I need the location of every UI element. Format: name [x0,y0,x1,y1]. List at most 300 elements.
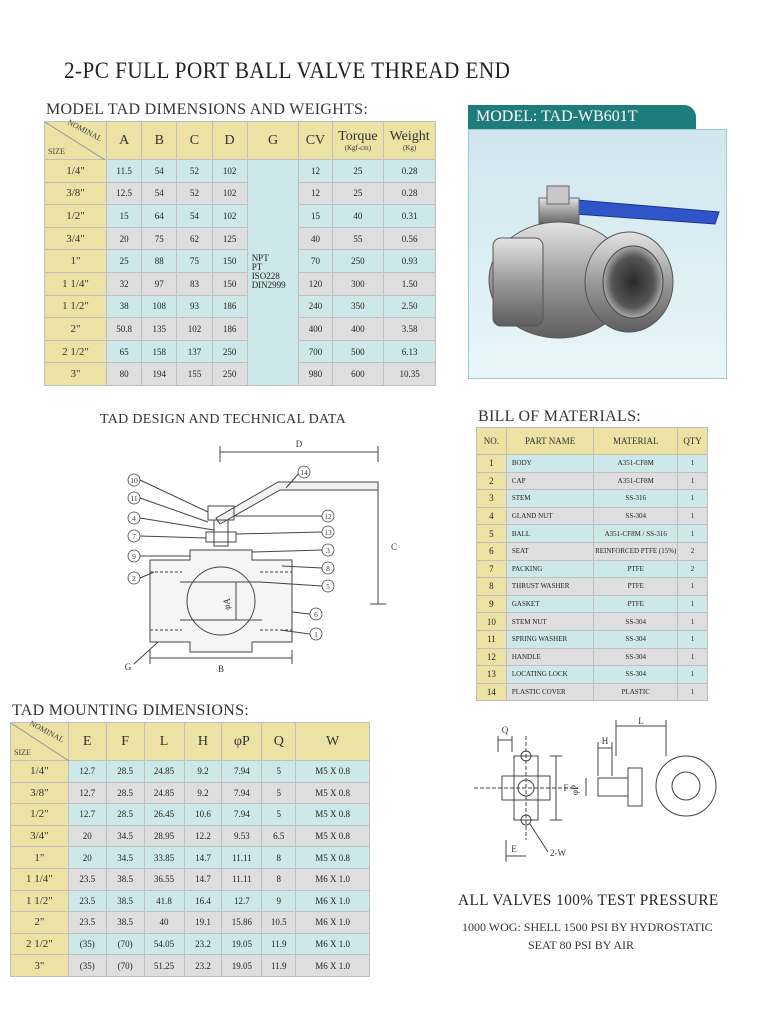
bom-material-cell: SS-316 [594,490,678,508]
col-header-torque [332,122,384,160]
bom-col-qty: QTY [678,428,708,455]
cell-weight: 1.50 [384,272,436,295]
table-row [11,782,370,804]
cell-f: 38.5 [106,868,144,890]
cell-b: 135 [142,318,177,341]
bom-qty-cell: 1 [678,490,708,508]
label-c: C [390,542,398,552]
mount-nominal-size-header [11,718,69,761]
cell-b: 88 [142,250,177,273]
cell-b: 54 [142,182,177,205]
bom-material-cell: PTFE [594,578,678,596]
col-header-cv: CV [299,122,332,160]
valve-illustration [469,130,726,378]
cell-e: 23.5 [68,912,106,934]
cell-c: 93 [177,295,212,318]
bom-qty-cell: 1 [678,595,708,613]
mount-col-w: W [296,723,370,761]
cell-torque: 600 [332,363,384,386]
bom-col-part: PART NAME [506,428,594,455]
cell-cv: 12 [299,182,332,205]
cell-a: 15 [107,205,142,228]
mount-label-p: φP [570,784,580,796]
table-row [11,868,370,890]
col-header-d: D [212,122,247,160]
cell-weight: 10.35 [384,363,436,386]
cell-cv: 120 [299,272,332,295]
torque-label: Torque [338,129,378,144]
cell-p: 7.94 [222,804,262,826]
cell-q: 9 [262,890,296,912]
table-row [11,890,370,912]
cell-torque: 300 [332,272,384,295]
table-row [45,340,436,363]
bom-part-cell: HANDLE [506,648,594,666]
size-cell: 2 1/2" [45,340,107,363]
mount-col-f: F [106,723,144,761]
size-cell: 3" [11,955,69,977]
cell-l: 51.25 [144,955,184,977]
table-row [45,205,436,228]
cell-p: 11.11 [222,847,262,869]
cell-h: 9.2 [184,761,222,783]
callout-9: 9 [132,552,136,561]
bom-qty-cell: 1 [678,666,708,684]
cell-a: 12.5 [107,182,142,205]
bom-material-cell: A351-CF8M / SS-316 [594,525,678,543]
cell-weight: 0.28 [384,160,436,183]
cell-torque: 25 [332,160,384,183]
table-row [477,542,708,560]
cell-p: 11.11 [222,868,262,890]
cell-a: 38 [107,295,142,318]
mount-label-e: E [511,844,517,854]
cell-p: 19.05 [222,955,262,977]
nominal-label: NOMINAL [28,718,66,745]
cell-p: 19.05 [222,933,262,955]
bom-qty-cell: 1 [678,648,708,666]
callout-8: 8 [326,564,330,573]
cell-c: 102 [177,318,212,341]
table-row [45,295,436,318]
nominal-label: NOMINAL [66,117,104,144]
cell-a: 80 [107,363,142,386]
cell-p: 15.86 [222,912,262,934]
size-cell: 1 1/4" [11,868,69,890]
cell-q: 10.5 [262,912,296,934]
cell-b: 108 [142,295,177,318]
size-cell: 1 1/4" [45,272,107,295]
cell-c: 75 [177,250,212,273]
bom-part-cell: STEM [506,490,594,508]
mount-label-w: 2-W [550,848,566,858]
table-row [477,666,708,684]
weight-label: Weight [389,129,430,144]
bom-qty-cell: 1 [678,613,708,631]
table-row [477,490,708,508]
cell-cv: 240 [299,295,332,318]
cell-p: 7.94 [222,782,262,804]
cell-b: 64 [142,205,177,228]
cell-l: 26.45 [144,804,184,826]
size-cell: 1 1/2" [45,295,107,318]
cell-e: 12.7 [68,782,106,804]
cell-torque: 40 [332,205,384,228]
size-cell: 1 1/2" [11,890,69,912]
thread-standard: DIN2999 [251,280,286,291]
mount-col-h: H [184,723,222,761]
cell-q: 5 [262,761,296,783]
bom-no-cell: 8 [477,578,507,596]
table-row [45,227,436,250]
cell-weight: 0.93 [384,250,436,273]
cell-w: M6 X 1.0 [296,890,370,912]
mount-col-q: Q [262,723,296,761]
bom-no-cell: 12 [477,648,507,666]
bom-col-no: NO. [477,428,507,455]
cell-torque: 25 [332,182,384,205]
model-label: MODEL: TAD-WB601T [468,105,696,129]
cell-h: 14.7 [184,868,222,890]
cell-a: 20 [107,227,142,250]
cell-c: 155 [177,363,212,386]
size-label: SIZE [14,748,31,757]
table-row [11,912,370,934]
table-row [477,455,708,473]
table-row [45,160,436,183]
thread-type-cell [247,160,299,386]
bom-material-cell: A351-CF8M [594,472,678,490]
cell-c: 137 [177,340,212,363]
table-row [11,761,370,783]
cell-torque: 400 [332,318,384,341]
cell-d: 186 [212,318,247,341]
cell-cv: 70 [299,250,332,273]
bom-qty-cell: 1 [678,578,708,596]
col-header-g: G [247,122,299,160]
cell-cv: 400 [299,318,332,341]
mount-label-h: H [601,736,609,746]
size-cell: 3" [45,363,107,386]
cell-w: M5 X 0.8 [296,847,370,869]
nominal-size-header [45,117,107,160]
mounting-drawing [466,716,726,866]
table-row [45,363,436,386]
mounting-heading: TAD MOUNTING DIMENSIONS: [12,702,250,719]
col-header-b: B [142,122,177,160]
cell-weight: 0.28 [384,182,436,205]
mounting-table [10,718,370,977]
bom-part-cell: PACKING [506,560,594,578]
cell-torque: 350 [332,295,384,318]
page-title: 2-PC FULL PORT BALL VALVE THREAD END [64,58,511,83]
cell-q: 8 [262,847,296,869]
cell-d: 150 [212,250,247,273]
callout-3: 3 [326,546,330,555]
cell-q: 11.9 [262,933,296,955]
bom-no-cell: 7 [477,560,507,578]
dimensions-heading: MODEL TAD DIMENSIONS AND WEIGHTS: [46,101,369,118]
cell-f: 34.5 [106,847,144,869]
bom-qty-cell: 1 [678,472,708,490]
cell-l: 24.85 [144,782,184,804]
cell-e: 23.5 [68,890,106,912]
test-pressure-line-1: 1000 WOG: SHELL 1500 PSI BY HYDROSTATIC [462,920,713,934]
cell-c: 62 [177,227,212,250]
cell-q: 5 [262,804,296,826]
size-cell: 1/2" [11,804,69,826]
cell-d: 125 [212,227,247,250]
bom-part-cell: GLAND NUT [506,507,594,525]
bom-material-cell: PLASTIC [594,683,678,701]
cell-w: M6 X 1.0 [296,912,370,934]
size-label: SIZE [48,147,65,156]
cell-c: 83 [177,272,212,295]
table-row [477,683,708,701]
cell-e: 12.7 [68,761,106,783]
cell-torque: 500 [332,340,384,363]
cell-l: 28.95 [144,825,184,847]
cell-q: 11.9 [262,955,296,977]
label-d: D [295,439,303,449]
col-header-weight [384,122,436,160]
thread-standard: NPT [251,253,269,264]
callout-10: 10 [130,476,138,485]
bom-no-cell: 3 [477,490,507,508]
label-phi-a: φA [222,598,232,610]
thread-standard: ISO228 [251,271,280,282]
callout-13: 13 [324,528,332,537]
model-box [468,105,727,379]
cell-l: 41.8 [144,890,184,912]
bom-no-cell: 14 [477,683,507,701]
size-cell: 1/2" [45,205,107,228]
cell-weight: 2.50 [384,295,436,318]
cell-l: 24.85 [144,761,184,783]
cell-l: 33.85 [144,847,184,869]
weight-unit: (Kg) [403,144,417,152]
cell-w: M6 X 1.0 [296,868,370,890]
test-pressure-title: ALL VALVES 100% TEST PRESSURE [458,892,719,909]
bom-qty-cell: 1 [678,683,708,701]
bom-material-cell: PTFE [594,560,678,578]
cell-cv: 12 [299,160,332,183]
mount-col-l: L [144,723,184,761]
cell-q: 8 [262,868,296,890]
size-cell: 2 1/2" [11,933,69,955]
cell-d: 102 [212,182,247,205]
callout-1: 1 [314,630,318,639]
table-row [477,507,708,525]
cell-e: 20 [68,847,106,869]
cell-f: (70) [106,933,144,955]
bom-no-cell: 5 [477,525,507,543]
cell-weight: 3.58 [384,318,436,341]
bom-no-cell: 1 [477,455,507,473]
callout-12: 12 [324,512,332,521]
cell-a: 32 [107,272,142,295]
bom-no-cell: 4 [477,507,507,525]
size-cell: 3/4" [11,825,69,847]
col-header-a: A [107,122,142,160]
bom-qty-cell: 1 [678,525,708,543]
cell-e: (35) [68,933,106,955]
bom-material-cell: PTFE [594,595,678,613]
mount-col-e: E [68,723,106,761]
bom-part-cell: BODY [506,455,594,473]
bom-material-cell: SS-304 [594,507,678,525]
bom-no-cell: 13 [477,666,507,684]
table-row [11,847,370,869]
bom-part-cell: PLASTIC COVER [506,683,594,701]
cell-e: 23.5 [68,868,106,890]
bom-no-cell: 11 [477,630,507,648]
bom-material-cell: A351-CF8M [594,455,678,473]
bom-qty-cell: 1 [678,455,708,473]
table-row [477,578,708,596]
cell-cv: 980 [299,363,332,386]
cell-q: 6.5 [262,825,296,847]
bom-qty-cell: 1 [678,630,708,648]
cell-torque: 250 [332,250,384,273]
bom-no-cell: 9 [477,595,507,613]
cell-l: 40 [144,912,184,934]
cell-c: 52 [177,160,212,183]
table-row [11,825,370,847]
cell-weight: 0.31 [384,205,436,228]
callout-5: 5 [326,582,330,591]
bom-part-cell: GASKET [506,595,594,613]
bom-no-cell: 10 [477,613,507,631]
cell-l: 54.05 [144,933,184,955]
cell-b: 75 [142,227,177,250]
table-row [11,955,370,977]
cell-a: 65 [107,340,142,363]
cell-w: M5 X 0.8 [296,761,370,783]
label-g: G [124,662,132,672]
cell-f: 38.5 [106,890,144,912]
cell-e: 12.7 [68,804,106,826]
cell-p: 9.53 [222,825,262,847]
cell-cv: 40 [299,227,332,250]
cell-q: 5 [262,782,296,804]
bom-material-cell: SS-304 [594,648,678,666]
cell-w: M6 X 1.0 [296,955,370,977]
size-cell: 3/8" [11,782,69,804]
cell-f: 34.5 [106,825,144,847]
valve-section-drawing [110,432,410,682]
table-row [11,933,370,955]
cell-b: 97 [142,272,177,295]
callout-6: 6 [314,610,318,619]
cell-f: 28.5 [106,804,144,826]
mount-label-f: F [563,783,569,793]
callout-7: 7 [132,532,136,541]
cell-a: 25 [107,250,142,273]
cell-p: 12.7 [222,890,262,912]
callout-4: 4 [132,514,136,523]
cell-f: 28.5 [106,782,144,804]
cell-e: (35) [68,955,106,977]
cell-b: 54 [142,160,177,183]
dimensions-table [44,117,436,386]
bom-material-cell: SS-304 [594,630,678,648]
test-pressure-line-2: SEAT 80 PSI BY AIR [528,938,635,952]
bill-of-materials-table [476,427,708,701]
cell-a: 11.5 [107,160,142,183]
bom-part-cell: SPRING WASHER [506,630,594,648]
table-row [477,472,708,490]
cell-h: 23.2 [184,955,222,977]
cell-w: M6 X 1.0 [296,933,370,955]
col-header-c: C [177,122,212,160]
table-row [11,804,370,826]
table-row [45,250,436,273]
cell-h: 9.2 [184,782,222,804]
cell-cv: 700 [299,340,332,363]
bom-part-cell: THRUST WASHER [506,578,594,596]
cell-f: 28.5 [106,761,144,783]
bom-qty-cell: 1 [678,507,708,525]
callout-11: 11 [130,494,138,503]
table-row [45,272,436,295]
table-row [45,318,436,341]
table-row [477,613,708,631]
bom-part-cell: BALL [506,525,594,543]
cell-h: 10.6 [184,804,222,826]
cell-h: 16.4 [184,890,222,912]
bom-material-cell: SS-304 [594,666,678,684]
cell-d: 102 [212,205,247,228]
bom-col-material: MATERIAL [594,428,678,455]
cell-e: 20 [68,825,106,847]
cell-torque: 55 [332,227,384,250]
table-row [477,525,708,543]
size-cell: 1" [45,250,107,273]
torque-unit: (Kgf-cm) [344,144,372,152]
cell-h: 14.7 [184,847,222,869]
cell-w: M5 X 0.8 [296,804,370,826]
callout-2: 2 [132,574,136,583]
cell-b: 194 [142,363,177,386]
cell-h: 12.2 [184,825,222,847]
cell-d: 250 [212,363,247,386]
mount-label-l: L [638,716,644,726]
valve-photo [468,129,727,379]
mount-label-q: Q [501,725,509,735]
table-row [45,182,436,205]
bom-part-cell: CAP [506,472,594,490]
table-row [477,648,708,666]
cell-d: 150 [212,272,247,295]
cell-weight: 0.56 [384,227,436,250]
bom-no-cell: 6 [477,542,507,560]
size-cell: 2" [11,912,69,934]
thread-standard: PT [251,262,263,273]
cell-d: 102 [212,160,247,183]
bom-part-cell: STEM NUT [506,613,594,631]
size-cell: 3/8" [45,182,107,205]
callout-14: 14 [300,468,308,477]
bom-part-cell: SEAT [506,542,594,560]
cell-d: 250 [212,340,247,363]
cell-h: 19.1 [184,912,222,934]
cell-cv: 15 [299,205,332,228]
mount-col-p: φP [222,723,262,761]
cell-weight: 6.13 [384,340,436,363]
size-cell: 1" [11,847,69,869]
cell-w: M5 X 0.8 [296,825,370,847]
